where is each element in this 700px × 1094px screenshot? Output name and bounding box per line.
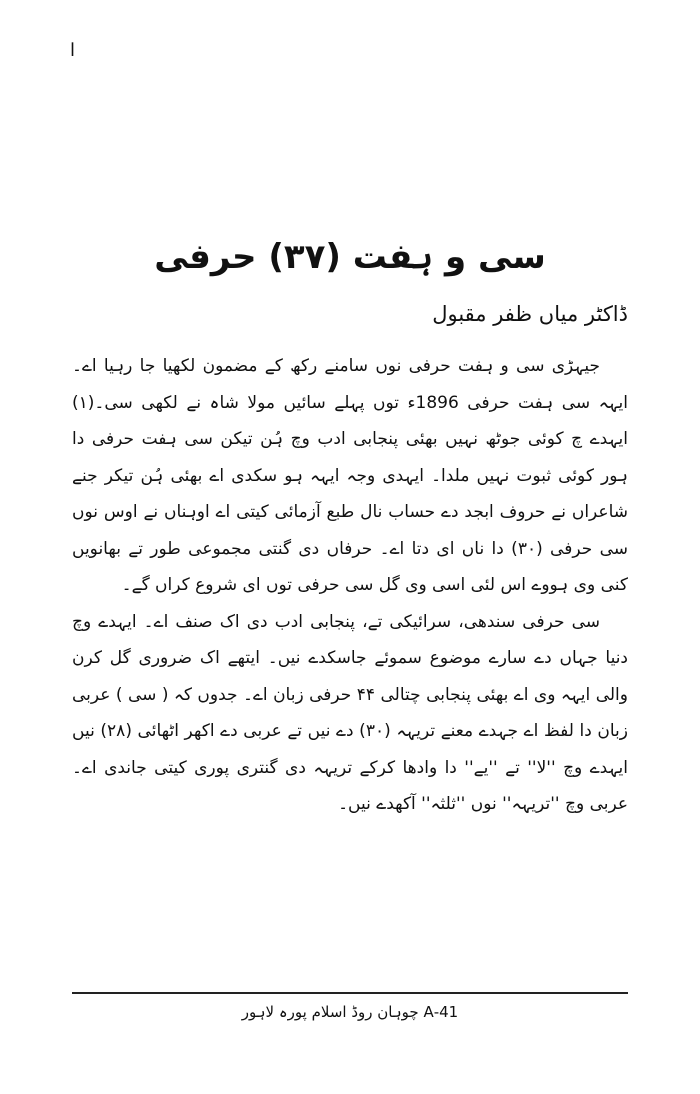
page-number: ا [70,40,76,61]
paragraph-1: جیہڑی سی و ہفت حرفی نوں سامنے رکھ کے مضمون لکھیا جا رہیا اے۔ ایہہ سی ہفت حرفی 1896ء توں پہلے سائیں مولا شاہ نے لکھی سی۔(۱) ایہدے چ کوئی جوٹھ نہیں بھئی پنجابی ادب وچ ہُن تیکن سی ہفت حرفی دا ہور کوئی ثبوت نہیں ملدا۔ ایہدی وجہ ایہہ ہو سکدی اے بھئی ہُن تیکر جنے شاعراں نے حروف ابجد دے حساب نال طبع آزمائی کیتی اے اوہناں نے اوس نوں سی حرفی (۳۰) دا ناں ای دتا اے۔ حرفاں دی گنتی مجموعی طور تے بھانویں کنی وی ہووے اس لئی اسی وی گل سی حرفی توں ای شروع کراں گے۔ [72,356,628,595]
article-title: سی و ہفت (۳۷) حرفی [154,237,546,277]
footer-divider [72,992,628,994]
paragraph-2: سی حرفی سندھی، سرائیکی تے، پنجابی ادب دی اک صنف اے۔ ایہدے وچ دنیا جہاں دے سارے موضوع سموئے جاسکدے نیں۔ ایتھے اک ضروری گل کرن والی ایہہ وی اے بھئی پنجابی چتالی ۴۴ حرفی زبان اے۔ جدوں کہ ( سی ) عربی زبان دا لفظ اے جہدے معنے تریہہ (۳۰) دے نیں تے عربی دے اکھر اٹھائی (۲۸) نیں ایہدے وچ ''لا'' تے ''یے'' دا وادھا کرکے تریہہ دی گنتری پوری کیتی جاندی اے۔ عربی وچ ''تریہہ'' نوں ''ثلثہ'' آکھدے نیں۔ [72,611,628,814]
article-body [72,348,628,823]
author-name: ڈاکٹر میاں ظفر مقبول [432,302,628,326]
footer-address: 41-A چوہان روڈ اسلام پورہ لاہور [241,1003,459,1021]
